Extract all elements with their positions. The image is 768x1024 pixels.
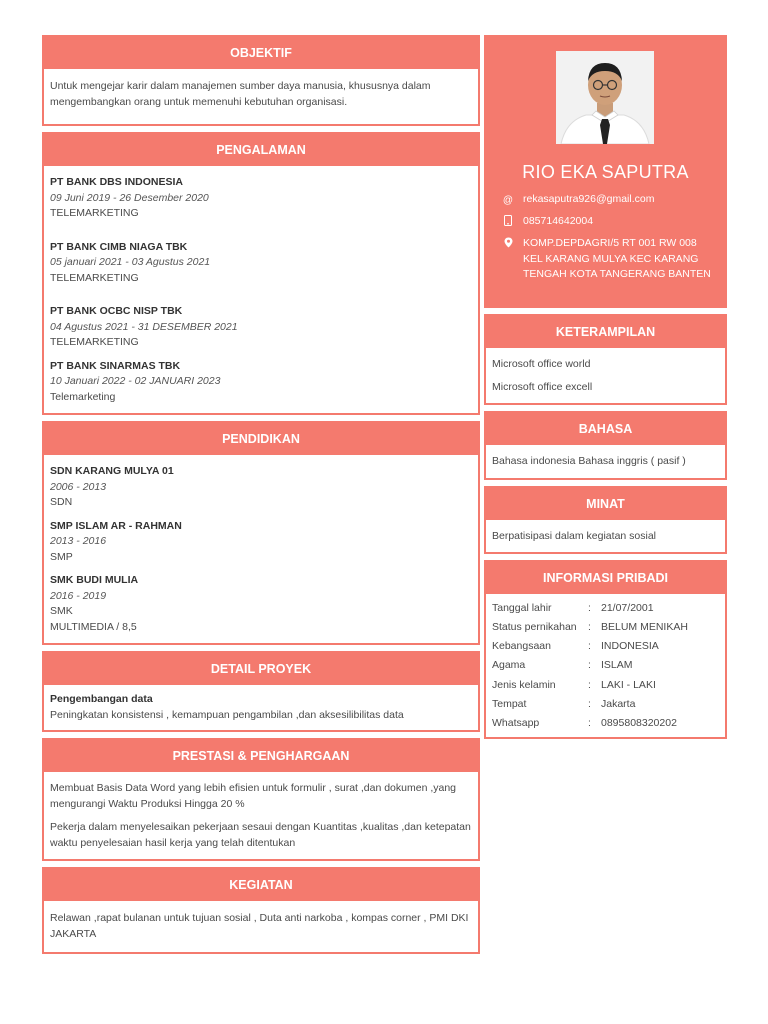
interest-text: Berpatisipasi dalam kegiatan sosial: [492, 529, 657, 542]
objektif-section: [42, 35, 480, 126]
info-label: Agama: [492, 659, 526, 672]
info-label: Whatsapp: [492, 716, 540, 729]
job-role: TELEMARKETING: [50, 271, 139, 284]
company-name: PT BANK OCBC NISP TBK: [50, 305, 183, 317]
school-level: SMK: [50, 605, 73, 617]
section-title: PENGALAMAN: [44, 134, 478, 166]
pendidikan-section: [42, 421, 480, 645]
date-range: 10 Januari 2022 - 02 JANUARI 2023: [50, 375, 221, 387]
info-value: ISLAM: [601, 659, 633, 672]
info-value: LAKI - LAKI: [601, 678, 656, 691]
section-title: KEGIATAN: [44, 869, 478, 901]
info-label: Tempat: [492, 697, 527, 710]
info-row: [492, 618, 719, 637]
date-range: 2016 - 2019: [50, 589, 107, 602]
left-column: [42, 35, 480, 960]
school-level: SMP: [50, 550, 73, 563]
school-name: SMK BUDI MULIA: [50, 574, 139, 586]
address-row: [502, 236, 717, 283]
info-separator: :: [588, 716, 591, 729]
experience-entry: [50, 304, 472, 351]
objektif-text: Untuk mengejar karir dalam manajemen sumber daya manusia, khususnya dalam mengembangkan orang untuk memenuhi kebutuhan organisasi.: [50, 80, 431, 108]
info-row: [492, 695, 719, 714]
profile-name: RIO EKA SAPUTRA: [522, 162, 689, 182]
education-entry: [50, 573, 472, 635]
personal-info-table: [492, 599, 719, 733]
company-name: PT BANK CIMB NIAGA TBK: [50, 240, 188, 253]
minat-section: [484, 486, 727, 555]
info-row: [492, 676, 719, 695]
school-major: MULTIMEDIA / 8,5: [50, 620, 137, 633]
info-value: Jakarta: [601, 697, 636, 710]
job-role: TELEMARKETING: [50, 336, 139, 348]
date-range: 2013 - 2016: [50, 535, 107, 547]
profile-header: [484, 35, 727, 308]
map-pin-icon: [502, 237, 514, 254]
kegiatan-section: [42, 867, 480, 954]
info-value: 0895808320202: [601, 716, 677, 729]
date-range: 05 januari 2021 - 03 Agustus 2021: [50, 256, 211, 268]
school-name: SDN KARANG MULYA 01: [50, 465, 174, 477]
achievement-item: Pekerja dalam menyelesaikan pekerjaan sesaui dengan Kuantitas ,kualitas ,dan ketepatan waktu penyelesaian hasil kerja yang telah ditentukan: [50, 821, 471, 849]
section-title: OBJEKTIF: [44, 37, 478, 69]
section-title: DETAIL PROYEK: [44, 653, 478, 685]
education-entry: [50, 464, 472, 511]
section-title: KETERAMPILAN: [486, 316, 725, 348]
info-value: 21/07/2001: [601, 601, 654, 614]
school-name: SMP ISLAM AR - RAHMAN: [50, 519, 182, 532]
date-range: 04 Agustus 2021 - 31 DESEMBER 2021: [50, 320, 238, 333]
info-row: [492, 637, 719, 656]
info-separator: :: [588, 678, 591, 691]
experience-entry: [50, 175, 472, 222]
section-title: INFORMASI PRIBADI: [486, 562, 725, 594]
info-row: [492, 714, 719, 733]
info-row: [492, 657, 719, 676]
detail-proyek-section: [42, 651, 480, 732]
right-column: [484, 35, 727, 745]
project-name: Pengembangan data: [50, 693, 153, 705]
keterampilan-section: [484, 314, 727, 405]
info-separator: :: [588, 659, 591, 672]
info-value: INDONESIA: [601, 640, 659, 653]
achievement-item: Membuat Basis Data Word yang lebih efisien untuk formulir , surat ,dan dokumen ,yang mengurangi Waktu Produksi Hingga 20 %: [50, 782, 457, 810]
experience-entry: [50, 240, 472, 287]
section-title: BAHASA: [486, 413, 725, 445]
section-title: PRESTASI & PENGHARGAAN: [44, 740, 478, 772]
info-separator: :: [588, 601, 591, 614]
person-photo-icon: [556, 51, 654, 144]
info-row: [492, 599, 719, 618]
info-label: Kebangsaan: [492, 640, 551, 653]
company-name: PT BANK SINARMAS TBK: [50, 359, 181, 372]
education-entry: [50, 519, 472, 566]
at-icon: @: [502, 195, 514, 206]
skill-item: Microsoft office world: [492, 358, 591, 370]
email-text[interactable]: rekasaputra926@gmail.com: [523, 193, 655, 205]
skill-item: Microsoft office excell: [492, 380, 593, 393]
job-role: TELEMARKETING: [50, 207, 139, 219]
info-value: BELUM MENIKAH: [601, 621, 688, 634]
section-title: MINAT: [486, 488, 725, 520]
mobile-phone-icon: [502, 215, 514, 232]
address-text: KOMP.DEPDAGRI/5 RT 001 RW 008 KEL KARANG MULYA KEC KARANG TENGAH KOTA TANGERANG BANTEN: [523, 237, 711, 280]
date-range: 2006 - 2013: [50, 480, 107, 493]
bahasa-section: [484, 411, 727, 480]
email-row: [502, 192, 717, 208]
info-label: Jenis kelamin: [492, 678, 556, 691]
section-title: PENDIDIKAN: [44, 423, 478, 455]
phone-row: [502, 214, 717, 230]
phone-text[interactable]: 085714642004: [523, 215, 594, 227]
info-separator: :: [588, 640, 591, 653]
info-label: Status pernikahan: [492, 621, 577, 634]
date-range: 09 Juni 2019 - 26 Desember 2020: [50, 191, 209, 204]
activity-text: Relawan ,rapat bulanan untuk tujuan sosial , Duta anti narkoba , kompas corner , PMI DKI JAKARTA: [50, 912, 469, 940]
language-text: Bahasa indonesia Bahasa inggris ( pasif ): [492, 455, 686, 467]
pengalaman-section: [42, 132, 480, 415]
info-separator: :: [588, 697, 591, 710]
project-description: Peningkatan konsistensi , kemampuan pengambilan ,dan aksesilibilitas data: [50, 708, 404, 721]
info-separator: :: [588, 621, 591, 634]
school-level: SDN: [50, 496, 73, 508]
prestasi-section: [42, 738, 480, 861]
informasi-pribadi-section: [484, 560, 727, 739]
job-role: Telemarketing: [50, 390, 116, 403]
info-label: Tanggal lahir: [492, 601, 552, 614]
experience-entry: [50, 359, 472, 406]
company-name: PT BANK DBS INDONESIA: [50, 176, 184, 188]
profile-photo: [556, 51, 654, 144]
